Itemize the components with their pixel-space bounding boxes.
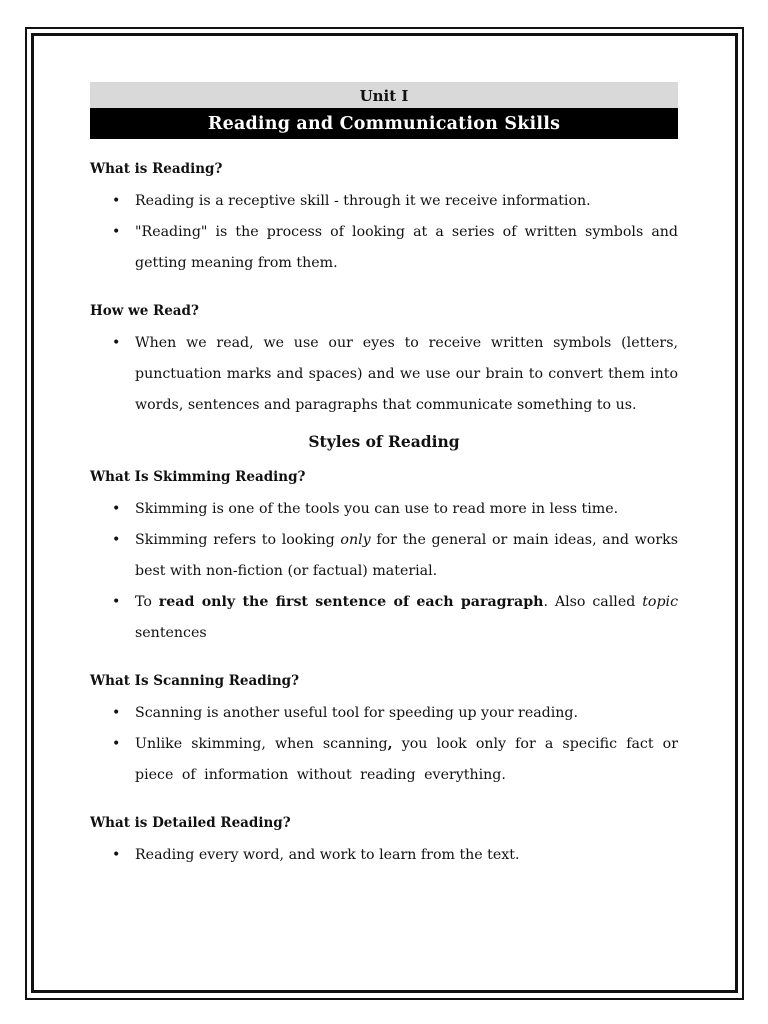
- emphasis-text: topic: [642, 594, 679, 610]
- bold-text: ,: [387, 736, 393, 752]
- heading-scanning: What Is Scanning Reading?: [90, 673, 299, 689]
- emphasis-text: only: [340, 532, 371, 548]
- list-item: [90, 587, 678, 649]
- page-title: Reading and Communication Skills: [90, 108, 678, 139]
- list-item: • "Reading" is the process of looking at a series of written symbols and getting meaning from them.: [90, 217, 678, 279]
- text-fragment: . Also called: [543, 594, 643, 610]
- heading-what-is-reading: What is Reading?: [90, 161, 223, 177]
- list-skimming: [90, 494, 678, 649]
- document-body: [90, 82, 678, 871]
- list-item: • Skimming is one of the tools you can use to read more in less time.: [90, 494, 678, 525]
- list-detailed: [90, 840, 678, 871]
- list-item: • Reading every word, and work to learn from the text.: [90, 840, 678, 871]
- list-reading: [90, 186, 678, 279]
- heading-how-we-read: How we Read?: [90, 303, 199, 319]
- heading-styles-of-reading: Styles of Reading: [308, 432, 460, 451]
- list-how: [90, 328, 678, 421]
- list-item: [90, 525, 678, 587]
- text-fragment: you look only for a specific fact or piece of information without reading everything.: [135, 736, 678, 783]
- list-item: • Scanning is another useful tool for speeding up your reading.: [90, 698, 678, 729]
- text-fragment: To: [135, 594, 159, 610]
- text-fragment: Skimming refers to looking: [135, 532, 341, 548]
- text-fragment: Unlike skimming, when scanning: [135, 736, 388, 752]
- heading-detailed: What is Detailed Reading?: [90, 815, 291, 831]
- text-fragment: for the general or main ideas, and works best with non-fiction (or factual) material.: [135, 532, 678, 579]
- heading-skimming: What Is Skimming Reading?: [90, 469, 306, 485]
- bold-text: read only the first sentence of each paragraph: [158, 594, 544, 610]
- list-item: • Reading is a receptive skill - through it we receive information.: [90, 186, 678, 217]
- list-item: • When we read, we use our eyes to receive written symbols (letters, punctuation marks and spaces) and we use our brain to convert them into words, sentences and paragraphs that communicate something to us.: [90, 328, 678, 421]
- list-scanning: [90, 698, 678, 791]
- list-item: [90, 729, 678, 791]
- unit-label: Unit I: [90, 82, 678, 108]
- text-fragment: sentences: [135, 625, 207, 641]
